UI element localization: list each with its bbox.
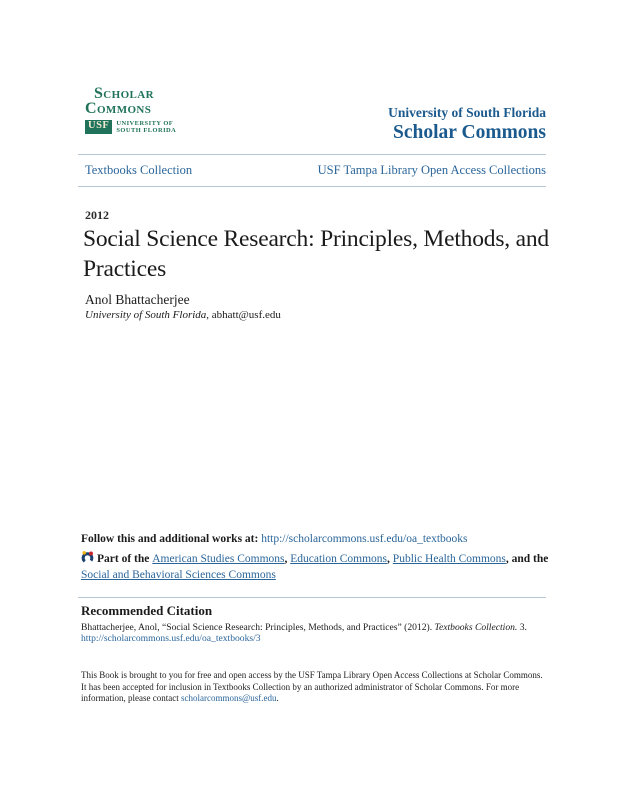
site-name: Scholar Commons xyxy=(393,121,546,143)
usf-university-text xyxy=(116,120,176,134)
part-of-commons-line xyxy=(81,551,549,583)
citation-divider xyxy=(78,597,546,598)
author-name: Anol Bhattacherjee xyxy=(85,292,190,307)
nav-open-access-collections-link[interactable]: USF Tampa Library Open Access Collections xyxy=(317,163,546,177)
footer-period: . xyxy=(276,693,279,704)
footer-text: This Book is brought to you for free and open access by the USF Tampa Library Open Access Collections at Scholar Commons. It has been accepted for inclusion in Textbooks Collection by an authorized administrator of Scholar Commons. For more information, please contact xyxy=(81,670,543,704)
citation-url-link[interactable]: http://scholarcommons.usf.edu/oa_textbooks/3 xyxy=(81,633,261,644)
digital-commons-network-icon xyxy=(81,551,94,564)
site-title-block xyxy=(388,106,546,143)
affiliation-institution: University of South Florida xyxy=(85,309,207,321)
publication-year: 2012 xyxy=(85,208,109,222)
header-divider xyxy=(78,154,546,155)
commons-link-public-health[interactable]: Public Health Commons xyxy=(392,553,506,565)
footer-access-statement xyxy=(81,670,545,705)
follow-works-label: Follow this and additional works at: xyxy=(81,533,262,545)
footer-contact-email-link[interactable]: scholarcommons@usf.edu xyxy=(180,693,277,704)
commons-link-education[interactable]: Education Commons xyxy=(290,553,388,565)
site-university-name: University of South Florida xyxy=(388,105,546,120)
usf-university-line1: UNIVERSITY OF xyxy=(116,120,174,127)
usf-logo-badge: USF xyxy=(85,120,112,134)
document-title-line1: Social Science Research: Principles, Methods, and xyxy=(83,226,549,252)
citation-collection-italic: Textbooks Collection. xyxy=(434,622,518,633)
separator: , xyxy=(387,553,393,565)
logo-commons-text: Commons xyxy=(85,100,152,117)
part-of-label: Part of the xyxy=(97,553,153,565)
logo-scholar-text: Scholar xyxy=(94,85,154,102)
separator: , and the xyxy=(505,553,549,565)
document-title xyxy=(83,224,549,284)
author-affiliation xyxy=(85,309,281,321)
nav-divider xyxy=(78,186,546,187)
separator: , xyxy=(284,553,291,565)
document-title-line2: Practices xyxy=(83,256,167,282)
citation-number: 3. xyxy=(517,622,527,633)
usf-logo-row xyxy=(85,120,176,134)
scholar-commons-logo[interactable] xyxy=(85,86,176,134)
nav-textbooks-collection-link[interactable]: Textbooks Collection xyxy=(85,163,193,177)
commons-link-american-studies[interactable]: American Studies Commons xyxy=(152,553,285,565)
usf-university-line2: SOUTH FLORIDA xyxy=(116,127,177,134)
follow-works-line xyxy=(81,533,468,545)
affiliation-email: , abhatt@usf.edu xyxy=(206,309,281,321)
citation-text xyxy=(81,622,583,634)
recommended-citation-heading: Recommended Citation xyxy=(81,603,213,618)
follow-works-url-link[interactable]: http://scholarcommons.usf.edu/oa_textbooks xyxy=(261,533,468,545)
commons-link-social-behavioral[interactable]: Social and Behavioral Sciences Commons xyxy=(81,569,276,581)
citation-main: Bhattacherjee, Anol, “Social Science Research: Principles, Methods, and Practices” (2012). xyxy=(81,622,435,633)
